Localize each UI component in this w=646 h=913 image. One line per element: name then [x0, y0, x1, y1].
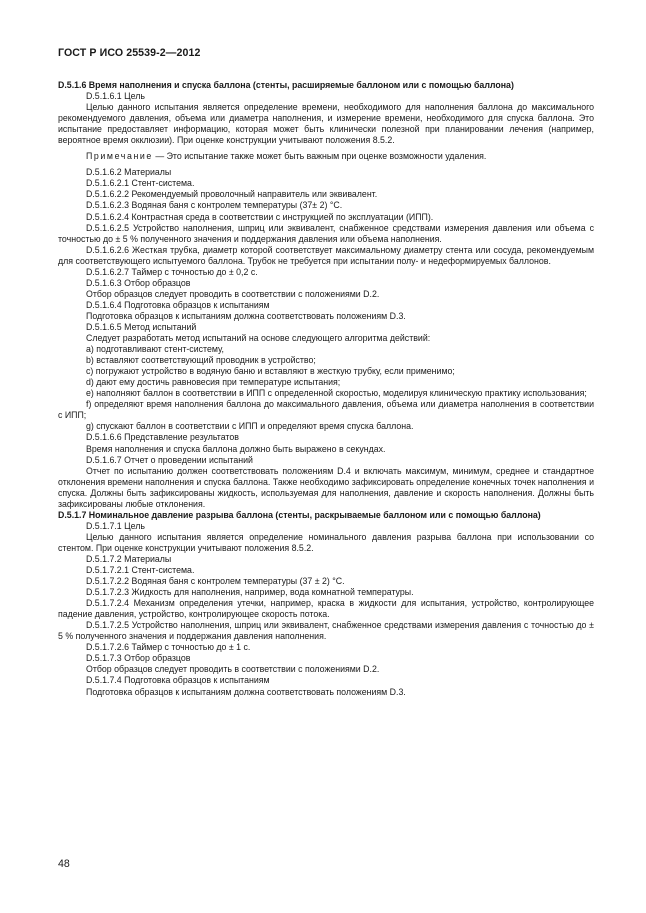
- paragraph: D.5.1.7.2.1 Стент-система.: [86, 565, 195, 576]
- paragraph: D.5.1.6.2.4 Контрастная среда в соответствии с инструкцией по эксплуатации (ИПП).: [86, 211, 434, 222]
- paragraph: D.5.1.6.2 Материалы: [86, 167, 172, 178]
- paragraph: Время наполнения и спуска баллона должно быть выражено в секундах.: [86, 443, 386, 454]
- paragraph: D.5.1.6.2.2 Рекомендуемый проволочный направитель или эквивалент.: [86, 189, 378, 200]
- paragraph: D.5.1.7.2.3 Жидкость для наполнения, например, вода комнатной температуры.: [86, 587, 414, 598]
- paragraph: D.5.1.6.2.6 Жесткая трубка, диаметр которой соответствует максимальному диаметру стента или сосуда, рекомендуемым для соответствующего испытуемого баллона. Трубок не требуется при испытании полу- и недеформируемых баллонов.: [58, 244, 594, 266]
- paragraph: Целью данного испытания является определение номинального давления разрыва баллона при использовании со стентом. При оценке конструкции учитывают положения 8.5.2.: [58, 531, 594, 553]
- paragraph: Целью данного испытания является определение времени, необходимого для наполнения баллона до максимального рекомендуемого давления, объема или диаметра наполнения, и измерение времени, необходимого для спуска баллона. Это испытание предоставляет информацию, которая может быть клинически полезной при планировании лечения (например, вероятное время окклюзии). При оценке конструкции учитывают положения 8.5.2.: [58, 102, 594, 146]
- note-paragraph: Примечание — Это испытание также может быть важным при оценке возможности удаления.: [86, 151, 487, 162]
- paragraph: D.5.1.6.2.7 Таймер с точностью до ± 0,2 с.: [86, 266, 258, 277]
- paragraph: D.5.1.6.6 Представление результатов: [86, 432, 239, 443]
- paragraph: D.5.1.7.2.6 Таймер с точностью до ± 1 с.: [86, 642, 251, 653]
- paragraph: D.5.1.7.3 Отбор образцов: [86, 653, 191, 664]
- paragraph: D.5.1.6.7 Отчет о проведении испытаний: [86, 454, 253, 465]
- paragraph: Отбор образцов следует проводить в соответствии с положениями D.2.: [86, 288, 380, 299]
- document-header: ГОСТ Р ИСО 25539-2—2012: [58, 47, 201, 59]
- paragraph: D.5.1.6.1 Цель: [86, 91, 145, 102]
- paragraph: D.5.1.7.2.4 Механизм определения утечки, например, краска в жидкости для испытания, устройство, контролирующее падение давления, устройство, контролирующее скорость потока.: [58, 598, 594, 620]
- paragraph: Отчет по испытанию должен соответствовать положениям D.4 и включать максимум, минимум, среднее и стандартное отклонения времени наполнения и спуска баллона. Также необходимо зафиксировать определение конечных точек наполнения и спуска. Должны быть зафиксированы жидкость, используемая для наполнения, давление и скорость наполнения. Должны быть зафиксированы любые отклонения.: [58, 465, 594, 509]
- note-label: Примечание: [86, 151, 153, 162]
- paragraph: D.5.1.6.4 Подготовка образцов к испытаниям: [86, 299, 270, 310]
- paragraph: D.5.1.6.2.1 Стент-система.: [86, 178, 195, 189]
- paragraph: D.5.1.6.5 Метод испытаний: [86, 321, 197, 332]
- paragraph: с) погружают устройство в водяную баню и вставляют в жесткую трубку, если применимо;: [86, 366, 455, 377]
- paragraph: Отбор образцов следует проводить в соответствии с положениями D.2.: [86, 664, 380, 675]
- document-body: [58, 80, 594, 698]
- paragraph: D.5.1.7.2.2 Водяная баня с контролем температуры (37 ± 2) °С.: [86, 576, 345, 587]
- paragraph: е) наполняют баллон в соответствии в ИПП с определенной скоростью, моделируя клиническую практику использования;: [86, 388, 587, 399]
- paragraph: f) определяют время наполнения баллона до максимального давления, объема или диаметра наполнения в соответствии с ИПП;: [58, 399, 594, 421]
- paragraph: Следует разработать метод испытаний на основе следующего алгоритма действий:: [86, 333, 431, 344]
- paragraph: d) дают ему достичь равновесия при температуре испытания;: [86, 377, 341, 388]
- paragraph: b) вставляют соответствующий проводник в устройство;: [86, 355, 316, 366]
- section-heading: D.5.1.7 Номинальное давление разрыва баллона (стенты, раскрываемые баллоном или с помощью баллона): [58, 509, 541, 520]
- paragraph: Подготовка образцов к испытаниям должна соответствовать положениям D.3.: [86, 310, 406, 321]
- paragraph: а) подготавливают стент-систему,: [86, 344, 224, 355]
- paragraph: D.5.1.6.3 Отбор образцов: [86, 277, 191, 288]
- paragraph: D.5.1.7.1 Цель: [86, 520, 145, 531]
- paragraph: D.5.1.6.2.3 Водяная баня с контролем температуры (37± 2) °С.: [86, 200, 343, 211]
- paragraph: D.5.1.7.4 Подготовка образцов к испытаниям: [86, 675, 270, 686]
- paragraph: D.5.1.6.2.5 Устройство наполнения, шприц или эквивалент, снабженное средствами измерения давления или объема с точностью до ± 5 % полученного значения и поддержания давления или объема наполнения.: [58, 222, 594, 244]
- paragraph: D.5.1.7.2 Материалы: [86, 553, 172, 564]
- section-heading: D.5.1.6 Время наполнения и спуска баллона (стенты, расширяемые баллоном или с помощью баллона): [58, 80, 514, 90]
- paragraph: g) спускают баллон в соответствии с ИПП и определяют время спуска баллона.: [86, 421, 414, 432]
- paragraph: Подготовка образцов к испытаниям должна соответствовать положениям D.3.: [86, 686, 406, 697]
- paragraph: D.5.1.7.2.5 Устройство наполнения, шприц или эквивалент, снабженное средствами измерения давления с точностью до ± 5 % полученного значения и поддержания давления наполнения.: [58, 620, 594, 642]
- page-number: 48: [58, 858, 70, 870]
